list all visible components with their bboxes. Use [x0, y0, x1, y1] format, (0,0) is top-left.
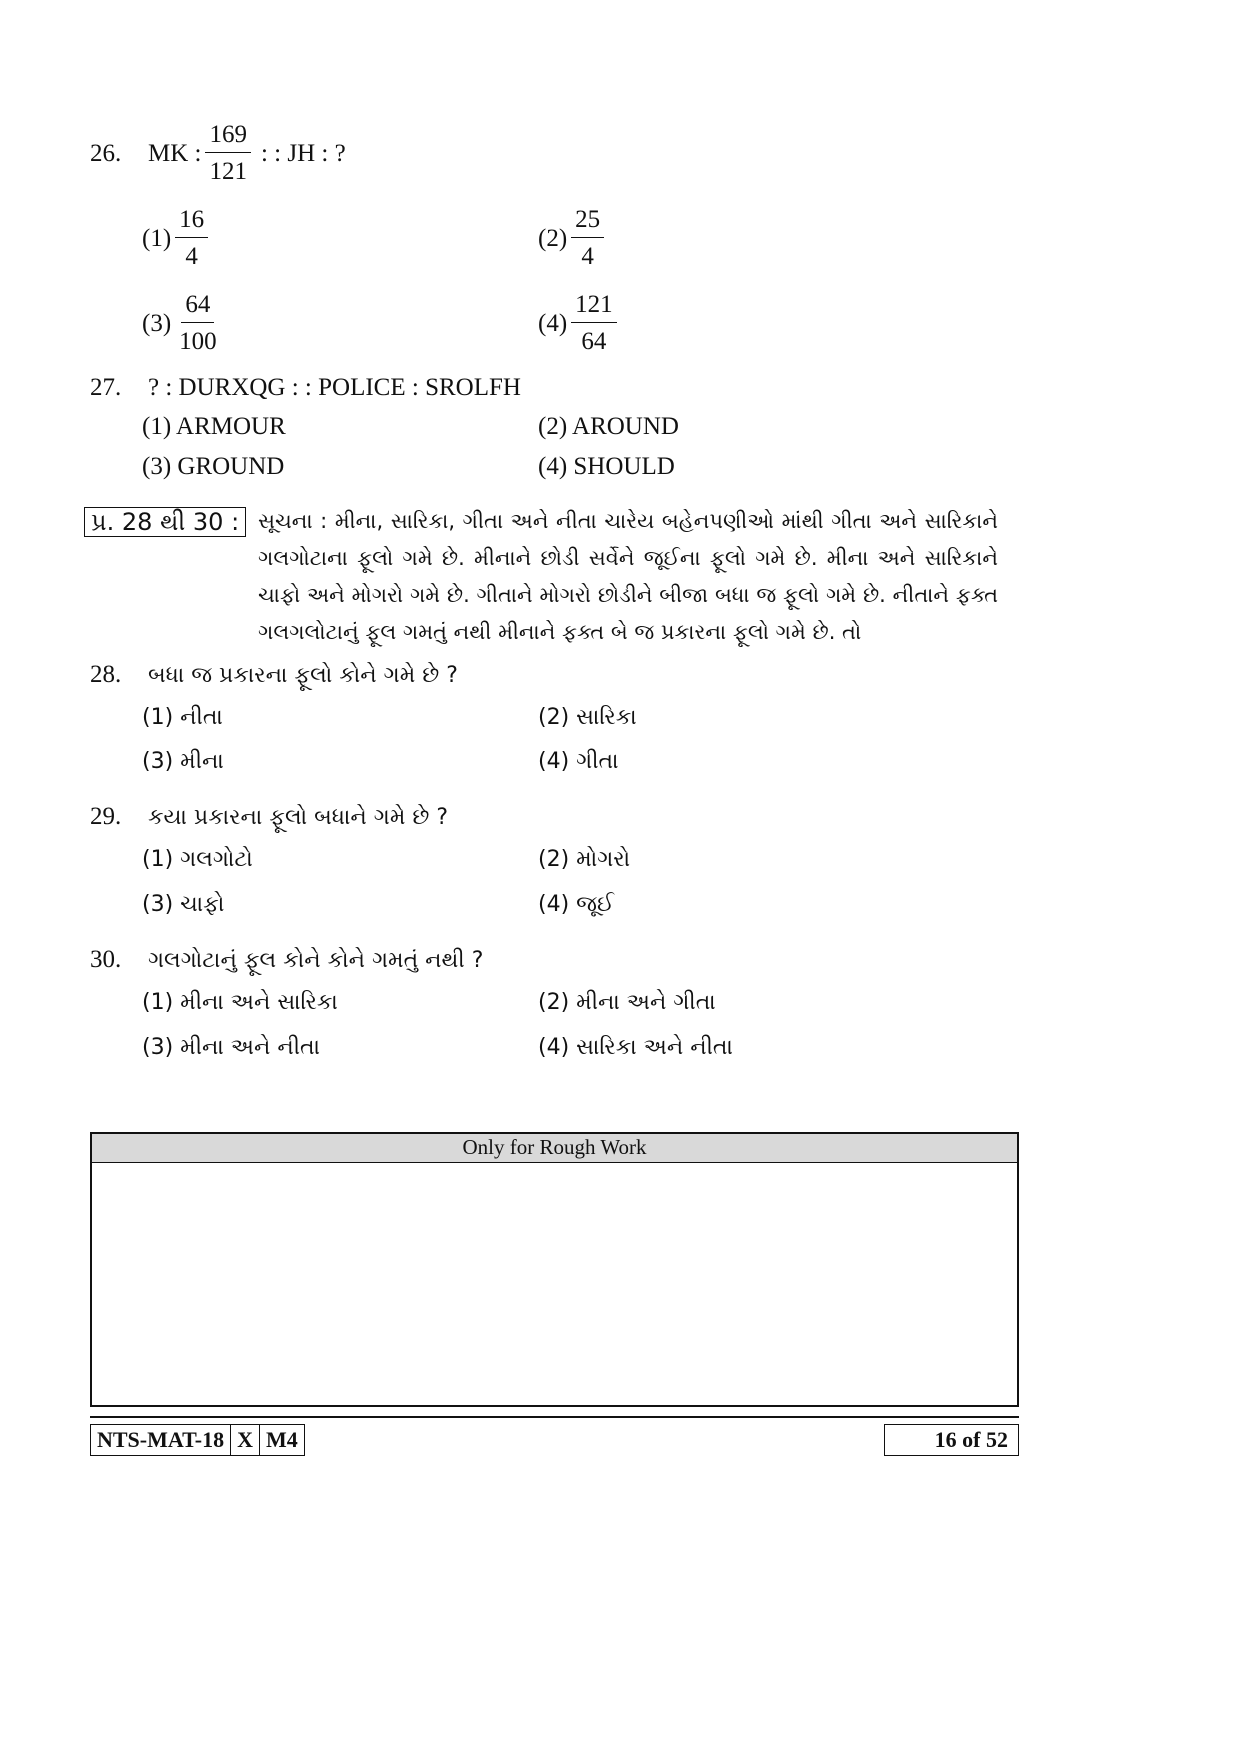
fraction-numerator: 169 [205, 120, 251, 153]
q29-option-3[interactable]: (3) ચાફો [142, 892, 225, 917]
paper-code-series: NTS-MAT-18 [97, 1427, 225, 1452]
q26-option-1[interactable] [142, 205, 212, 272]
q29-option-2[interactable]: (2) મોગરો [538, 847, 631, 872]
question-number: 27. [90, 374, 122, 401]
q27-option-4[interactable]: (4) SHOULD [538, 453, 675, 480]
fraction [175, 290, 221, 357]
notice-tag-label: પ્ર. 28 થી 30 : [84, 507, 246, 537]
fraction-numerator: 16 [175, 205, 208, 238]
q26-option-2[interactable] [538, 205, 608, 272]
q30-option-4[interactable]: (4) સારિકા અને નીતા [538, 1035, 733, 1060]
question-text: કયા પ્રકારના ફૂલો બધાને ગમે છે ? [148, 805, 449, 830]
question-text: ગલગોટાનું ફૂલ કોને કોને ગમતું નથી ? [148, 948, 484, 973]
fraction-numerator: 121 [571, 290, 617, 323]
fraction-numerator: 64 [181, 290, 214, 323]
rough-work-box[interactable] [90, 1132, 1019, 1407]
page-number: 16 of 52 [884, 1424, 1019, 1456]
question-number: 30. [90, 946, 122, 973]
q28-option-3[interactable]: (3) મીના [142, 749, 224, 774]
option-label: (1) [142, 224, 172, 252]
fraction [571, 205, 604, 272]
question-30 [90, 945, 483, 976]
option-label: (4) [538, 309, 568, 337]
question-29 [90, 802, 448, 833]
q27-option-2[interactable]: (2) AROUND [538, 413, 679, 440]
fraction-numerator: 25 [571, 205, 604, 238]
fraction-denominator: 121 [209, 158, 247, 185]
q30-option-1[interactable]: (1) મીના અને સારિકા [142, 990, 338, 1015]
paper-code-version: M4 [259, 1425, 304, 1455]
option-label: (3) [142, 309, 172, 337]
question-26 [90, 120, 346, 187]
q29-option-4[interactable]: (4) જૂઈ [538, 892, 614, 917]
question-text: બધા જ પ્રકારના ફૂલો કોને ગમે છે ? [148, 663, 458, 688]
fraction [205, 120, 251, 187]
fraction [175, 205, 208, 272]
paper-code [90, 1424, 305, 1456]
fraction-denominator: 4 [581, 243, 594, 270]
q29-option-1[interactable]: (1) ગલગોટો [142, 847, 253, 872]
paper-code-class: X [230, 1425, 259, 1455]
fraction-denominator: 100 [179, 328, 217, 355]
question-28 [90, 660, 458, 691]
q28-option-1[interactable]: (1) નીતા [142, 705, 223, 730]
question-number: 28. [90, 661, 122, 688]
fraction [571, 290, 617, 357]
fraction-denominator: 64 [581, 328, 607, 355]
q27-option-1[interactable]: (1) ARMOUR [142, 413, 286, 440]
q30-option-2[interactable]: (2) મીના અને ગીતા [538, 990, 716, 1015]
footer-divider [90, 1416, 1019, 1418]
fraction-denominator: 4 [185, 243, 198, 270]
question-text-left: MK : [148, 139, 202, 167]
question-number: 26. [90, 139, 122, 167]
q26-option-4[interactable] [538, 290, 621, 357]
notice-tag [84, 507, 246, 537]
q28-option-2[interactable]: (2) સારિકા [538, 705, 637, 730]
question-27 [90, 373, 521, 403]
option-label: (2) [538, 224, 568, 252]
question-number: 29. [90, 803, 122, 830]
q30-option-3[interactable]: (3) મીના અને નીતા [142, 1035, 321, 1060]
question-text: ? : DURXQG : : POLICE : SROLFH [148, 374, 521, 401]
q28-option-4[interactable]: (4) ગીતા [538, 749, 619, 774]
q27-option-3[interactable]: (3) GROUND [142, 453, 285, 480]
question-text-right: : : JH : ? [260, 139, 346, 167]
notice-text: સૂચના : મીના, સારિકા, ગીતા અને નીતા ચારેય બહેનપણીઓ માંથી ગીતા અને સારિકાને ગલગોટાના ફૂલો ગમે છે. મીનાને છોડી સર્વેને જૂઈના ફૂલો ગમે છે. મીના અને સારિકાને ચાફો અને મોગરો ગમે છે. ગીતાને મોગરો છોડીને બીજા બધા જ ફૂલો ગમે છે. નીતાને ફક્ત ગલગલોટાનું ફૂલ ગમતું નથી મીનાને ફક્ત બે જ પ્રકારના ફૂલો ગમે છે. તો [258, 509, 998, 644]
rough-work-title: Only for Rough Work [92, 1134, 1017, 1163]
q26-option-3[interactable] [142, 290, 225, 357]
